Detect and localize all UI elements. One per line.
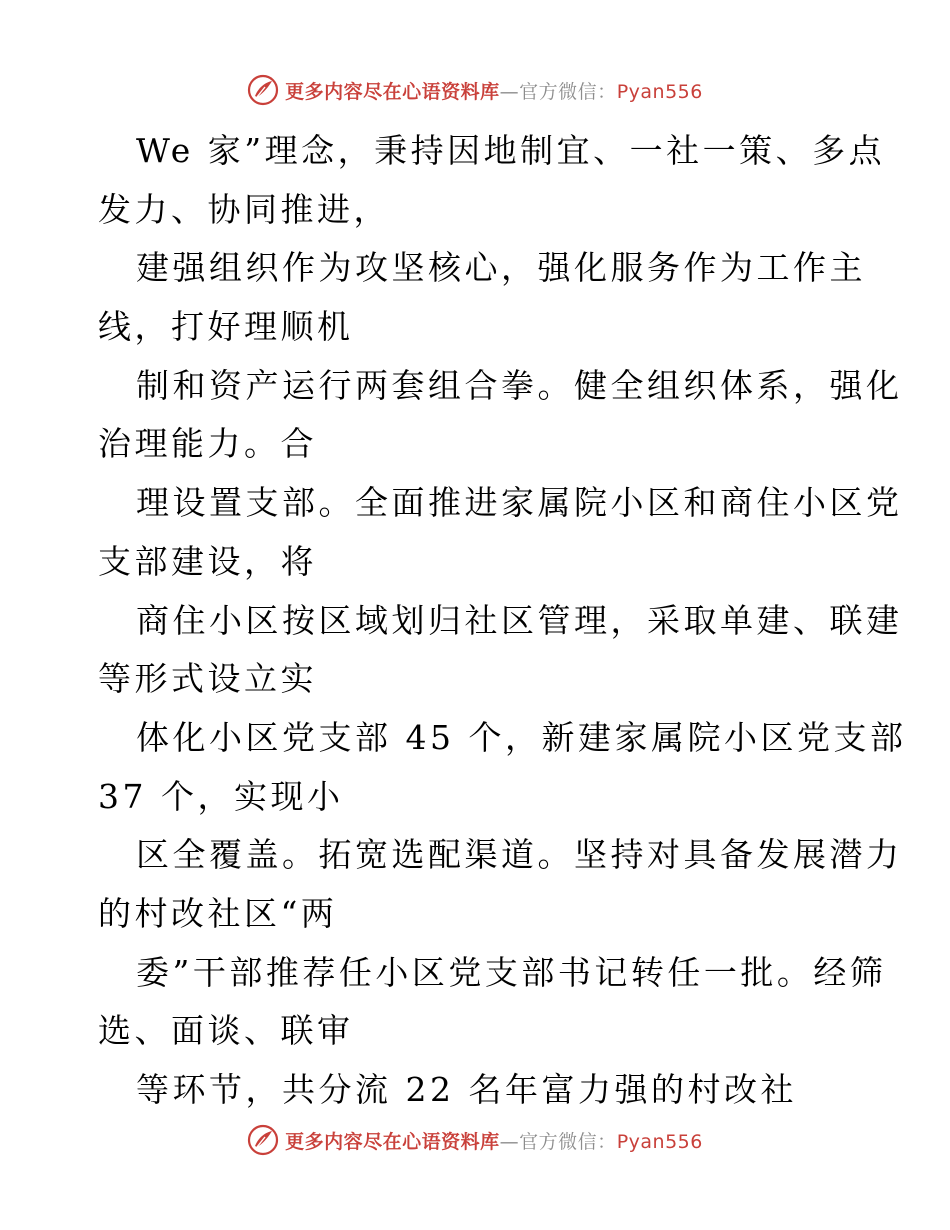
banner-dash: — bbox=[499, 1130, 520, 1153]
body-line: 等环节，共分流 22 名年富力强的村改社 bbox=[136, 1070, 797, 1109]
body-line: 理设置支部。全面推进家属院小区和商住小区党 bbox=[136, 483, 903, 523]
body-line: 发力、协同推进， bbox=[98, 189, 390, 229]
body-line: 37 个，实现小 bbox=[98, 776, 344, 816]
body-line: 制和资产运行两套组合拳。健全组织体系，强化 bbox=[136, 365, 903, 405]
leaf-pen-logo-icon bbox=[247, 74, 279, 106]
header-banner bbox=[0, 70, 950, 110]
body-line: 等形式设立实 bbox=[98, 659, 317, 699]
leaf-pen-logo-icon bbox=[247, 1124, 279, 1156]
body-line: 选、面谈、联审 bbox=[98, 1011, 354, 1051]
footer-banner bbox=[0, 1120, 950, 1160]
body-line: 支部建设，将 bbox=[98, 541, 317, 581]
body-line: 线，打好理顺机 bbox=[98, 307, 354, 347]
banner-dash: — bbox=[499, 80, 520, 103]
banner-wechat-label: 官方微信： bbox=[519, 80, 617, 103]
banner-wechat-id: Pyan556 bbox=[616, 80, 703, 103]
body-line: We 家”理念，秉持因地制宜、一社一策、多点 bbox=[136, 131, 886, 170]
body-line: 体化小区党支部 45 个，新建家属院小区党支部 bbox=[136, 717, 907, 757]
banner-wechat-id: Pyan556 bbox=[616, 1130, 703, 1153]
body-line: 委”干部推荐任小区党支部书记转任一批。经筛 bbox=[136, 952, 887, 992]
banner-slogan: 更多内容尽在心语资料库 bbox=[285, 1130, 500, 1153]
body-line: 治理能力。合 bbox=[98, 424, 317, 464]
body-line: 区全覆盖。拓宽选配渠道。坚持对具备发展潜力 bbox=[136, 835, 903, 875]
document-body bbox=[98, 122, 907, 1120]
body-line: 商住小区按区域划归社区管理，采取单建、联建 bbox=[136, 600, 903, 640]
banner-slogan: 更多内容尽在心语资料库 bbox=[285, 80, 500, 103]
body-line: 建强组织作为攻坚核心，强化服务作为工作主 bbox=[136, 248, 866, 288]
body-line: 的村改社区“两 bbox=[98, 893, 338, 933]
banner-wechat-label: 官方微信： bbox=[519, 1130, 617, 1153]
